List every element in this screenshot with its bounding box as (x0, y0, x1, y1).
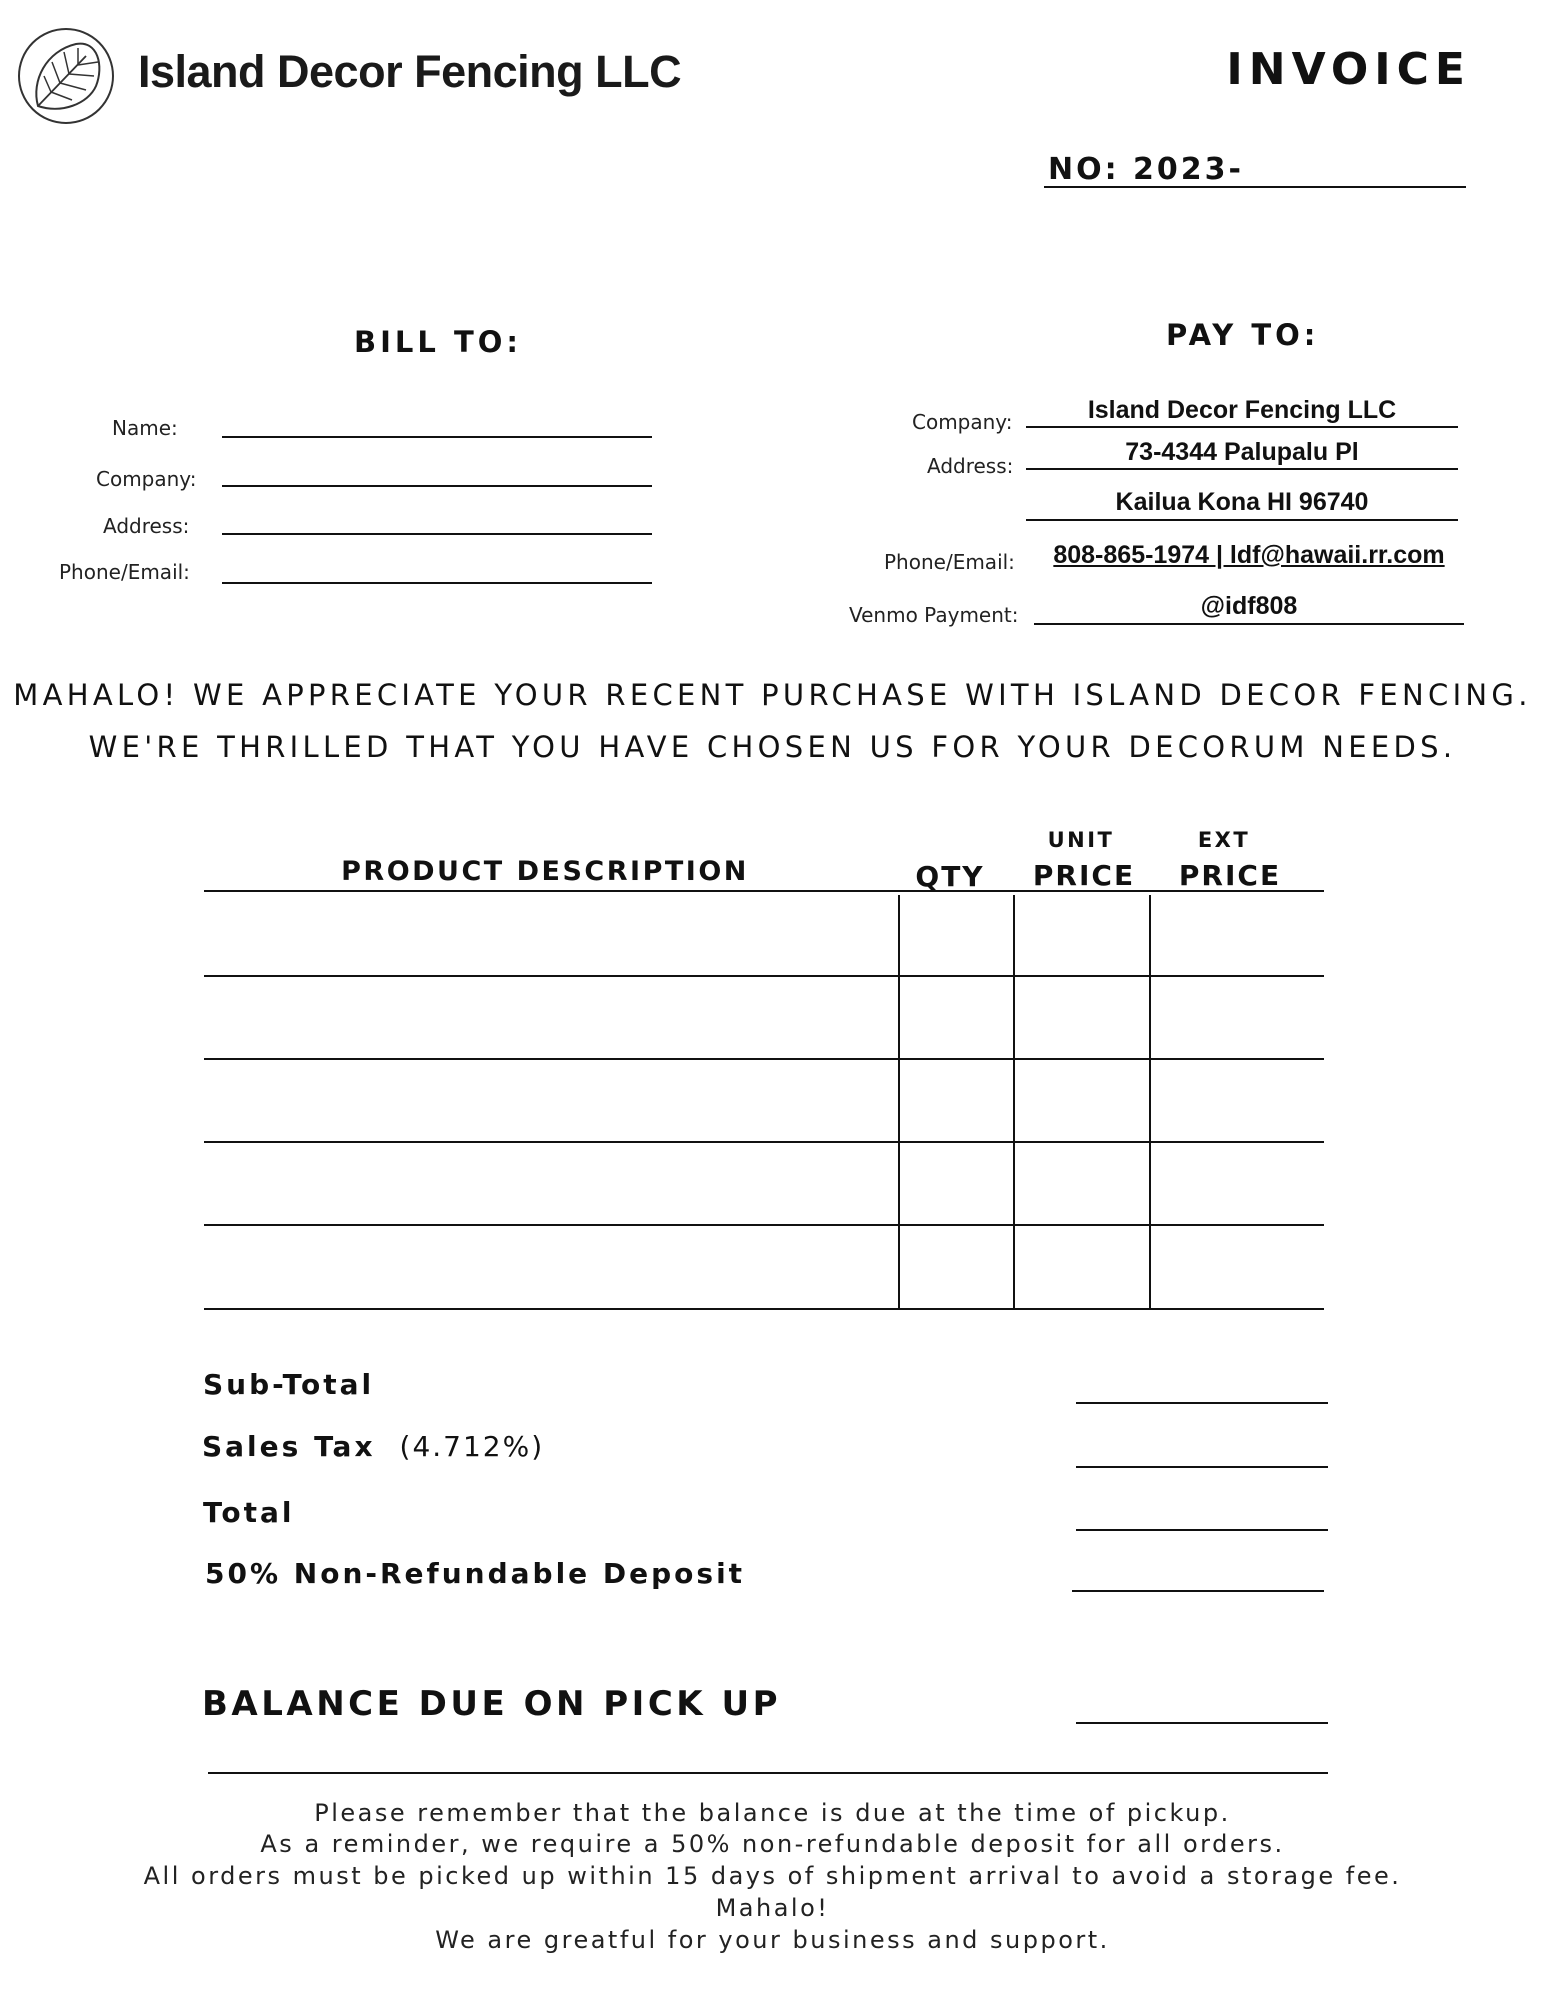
column-header-ext-top: EXT (1197, 828, 1251, 852)
pay-address-line1: 73-4344 Palupalu Pl (1125, 438, 1359, 466)
footer-note-balance: Please remember that the balance is due at the time of pickup. (314, 1799, 1231, 1827)
thank-you-message-line2: WE'RE THRILLED THAT YOU HAVE CHOSEN US FOR YOUR DECORUM NEEDS. (88, 730, 1457, 764)
balance-due-label: BALANCE DUE ON PICK UP (202, 1684, 781, 1724)
table-row-rule (204, 975, 1324, 977)
pay-company-label: Company: (912, 410, 1013, 434)
subtotal-field[interactable] (1076, 1402, 1328, 1404)
bill-address-label: Address: (103, 514, 190, 538)
column-header-unit-top: UNIT (1047, 828, 1115, 852)
footer-note-thanks: We are greatful for your business and support. (435, 1926, 1110, 1954)
pay-address-line2: Kailua Kona HI 96740 (1115, 488, 1369, 516)
thank-you-message-line1: MAHALO! WE APPRECIATE YOUR RECENT PURCHASE WITH ISLAND DECOR FENCING. (13, 678, 1532, 712)
bill-name-label: Name: (112, 416, 178, 440)
table-bottom-rule (204, 1308, 1324, 1310)
bill-company-field[interactable] (222, 485, 652, 487)
invoice-number: NO: 2023- (1048, 152, 1244, 187)
pay-venmo-label: Venmo Payment: (849, 603, 1019, 627)
pay-venmo-value: @idf808 (1200, 592, 1298, 620)
sales-tax-rate: (4.712%) (399, 1430, 545, 1463)
table-header-rule (204, 890, 1324, 892)
pay-address-line1-rule (1026, 468, 1458, 470)
deposit-label: 50% Non-Refundable Deposit (205, 1557, 746, 1590)
bill-name-field[interactable] (222, 436, 652, 438)
pay-address-label: Address: (927, 454, 1014, 478)
bill-address-field[interactable] (222, 533, 652, 535)
pay-address-line2-rule (1026, 519, 1458, 521)
footer-divider (208, 1772, 1328, 1774)
table-row-rule (204, 1224, 1324, 1226)
total-field[interactable] (1076, 1529, 1328, 1531)
invoice-number-line (1044, 186, 1466, 188)
total-label: Total (203, 1496, 295, 1529)
pay-company-line (1026, 426, 1458, 428)
footer-note-deposit: As a reminder, we require a 50% non-refundable deposit for all orders. (260, 1830, 1285, 1858)
pay-company-value: Island Decor Fencing LLC (1087, 396, 1397, 424)
pay-phone-email-label: Phone/Email: (884, 550, 1015, 574)
table-row-rule (204, 1141, 1324, 1143)
sales-tax-label: Sales Tax (202, 1430, 376, 1463)
table-column-divider-qty (898, 895, 900, 1310)
column-header-description: PRODUCT DESCRIPTION (341, 856, 749, 887)
table-row-rule (204, 1058, 1324, 1060)
bill-company-label: Company: (96, 467, 197, 491)
footer-note-mahalo: Mahalo! (715, 1894, 830, 1922)
pay-to-heading: PAY TO: (1166, 318, 1320, 352)
deposit-field[interactable] (1072, 1590, 1324, 1592)
sales-tax-field[interactable] (1076, 1466, 1328, 1468)
column-header-qty: QTY (915, 860, 985, 893)
bill-to-heading: BILL TO: (354, 325, 522, 359)
bill-phone-email-field[interactable] (222, 582, 652, 584)
invoice-title: INVOICE (1226, 44, 1471, 95)
balance-due-field[interactable] (1076, 1722, 1328, 1724)
monstera-leaf-logo-icon (16, 26, 116, 126)
column-header-unit-price: PRICE (1032, 859, 1136, 892)
subtotal-label: Sub-Total (203, 1368, 375, 1401)
company-name: Island Decor Fencing LLC (138, 46, 682, 97)
bill-phone-email-label: Phone/Email: (59, 560, 190, 584)
table-column-divider-ext (1149, 895, 1151, 1310)
pay-phone-email-value: 808-865-1974 | ldf@hawaii.rr.com (1053, 541, 1445, 569)
footer-note-storage-fee: All orders must be picked up within 15 days of shipment arrival to avoid a storage fee. (143, 1862, 1402, 1890)
pay-venmo-line (1034, 623, 1464, 625)
column-header-ext-price: PRICE (1178, 859, 1282, 892)
table-column-divider-unit (1013, 895, 1015, 1310)
